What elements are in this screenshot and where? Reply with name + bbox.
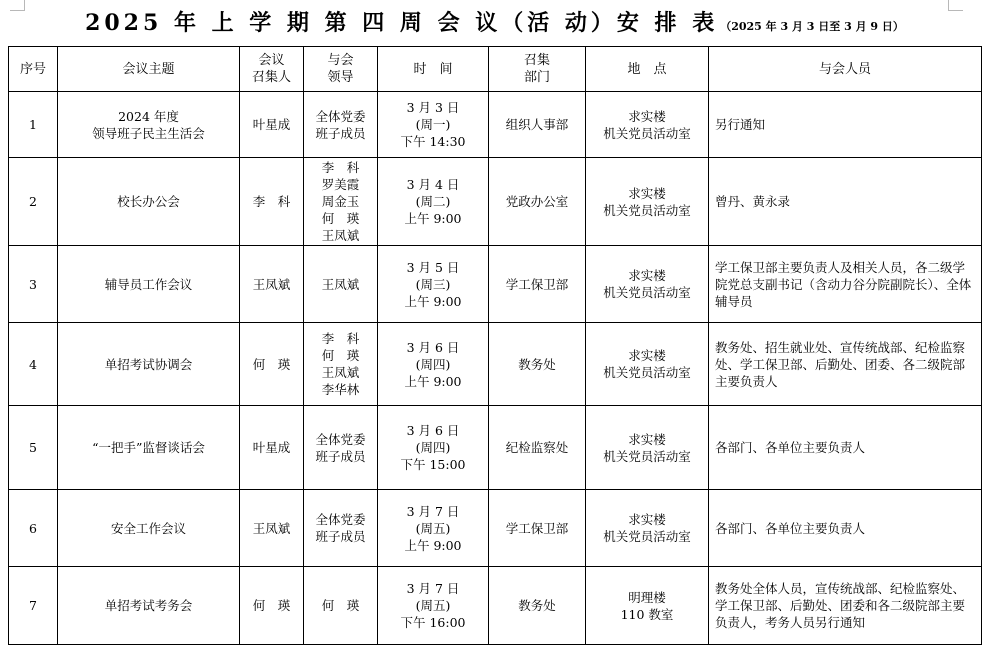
cell-attendees: 教务处全体人员，宣传统战部、纪检监察处、学工保卫部、后勤处、团委和各二级院部主要负责人，考务人员另行通知 (709, 567, 982, 645)
cell-seq: 4 (9, 323, 58, 406)
cell-dept: 教务处 (489, 323, 586, 406)
cell-time: 3 月 7 日 (周五) 上午 9:00 (378, 490, 489, 567)
cell-location: 求实楼 机关党员活动室 (586, 406, 709, 490)
cell-attendees: 各部门、各单位主要负责人 (709, 406, 982, 490)
cell-attendees: 各部门、各单位主要负责人 (709, 490, 982, 567)
cell-leader: 全体党委 班子成员 (304, 92, 378, 158)
cell-attendees: 教务处、招生就业处、宣传统战部、纪检监察处、学工保卫部、后勤处、团委、各二级院部主要负责人 (709, 323, 982, 406)
cell-topic: 单招考试考务会 (58, 567, 240, 645)
cell-leader: 全体党委 班子成员 (304, 406, 378, 490)
cell-topic: 安全工作会议 (58, 490, 240, 567)
meeting-schedule-table (8, 46, 982, 645)
cell-topic: 校长办公会 (58, 158, 240, 246)
cell-seq: 3 (9, 246, 58, 323)
table-row (9, 567, 982, 645)
header-leader: 与会 领导 (304, 47, 378, 92)
table-row (9, 323, 982, 406)
header-convener: 会议 召集人 (240, 47, 304, 92)
cell-time: 3 月 7 日 (周五) 下午 16:00 (378, 567, 489, 645)
table-header-row (9, 47, 982, 92)
cell-dept: 纪检监察处 (489, 406, 586, 490)
cell-convener: 何 瑛 (240, 567, 304, 645)
table-row (9, 406, 982, 490)
cell-time: 3 月 6 日 (周四) 上午 9:00 (378, 323, 489, 406)
cell-convener: 王凤斌 (240, 246, 304, 323)
cell-location: 求实楼 机关党员活动室 (586, 158, 709, 246)
cell-leader: 王凤斌 (304, 246, 378, 323)
cell-leader: 李 科 罗美霞 周金玉 何 瑛 王凤斌 (304, 158, 378, 246)
cell-location: 求实楼 机关党员活动室 (586, 246, 709, 323)
cell-topic: 辅导员工作会议 (58, 246, 240, 323)
header-seq: 序号 (9, 47, 58, 92)
cell-time: 3 月 3 日 (周一) 下午 14:30 (378, 92, 489, 158)
cell-seq: 6 (9, 490, 58, 567)
cell-convener: 叶星成 (240, 406, 304, 490)
header-location: 地 点 (586, 47, 709, 92)
header-topic: 会议主题 (58, 47, 240, 92)
header-attendees: 与会人员 (709, 47, 982, 92)
table-row (9, 490, 982, 567)
cell-seq: 2 (9, 158, 58, 246)
cell-topic: 2024 年度 领导班子民主生活会 (58, 92, 240, 158)
cell-attendees: 学工保卫部主要负责人及相关人员，各二级学院党总支副书记（含动力谷分院副院长）、全体辅导员 (709, 246, 982, 323)
cell-time: 3 月 6 日 (周四) 下午 15:00 (378, 406, 489, 490)
table-row (9, 158, 982, 246)
cell-leader: 何 瑛 (304, 567, 378, 645)
cell-dept: 学工保卫部 (489, 490, 586, 567)
cell-dept: 党政办公室 (489, 158, 586, 246)
cell-seq: 5 (9, 406, 58, 490)
cell-time: 3 月 5 日 (周三) 上午 9:00 (378, 246, 489, 323)
cell-time: 3 月 4 日 (周二) 上午 9:00 (378, 158, 489, 246)
header-dept: 召集 部门 (489, 47, 586, 92)
page-title (0, 6, 989, 42)
cell-convener: 王凤斌 (240, 490, 304, 567)
cell-dept: 教务处 (489, 567, 586, 645)
cell-topic: “一把手”监督谈话会 (58, 406, 240, 490)
cell-location: 明理楼 110 教室 (586, 567, 709, 645)
header-time: 时 间 (378, 47, 489, 92)
cell-location: 求实楼 机关党员活动室 (586, 92, 709, 158)
table-row (9, 246, 982, 323)
cell-convener: 何 瑛 (240, 323, 304, 406)
table-row (9, 92, 982, 158)
cell-seq: 1 (9, 92, 58, 158)
cell-attendees: 曾丹、黄永录 (709, 158, 982, 246)
cell-location: 求实楼 机关党员活动室 (586, 323, 709, 406)
cell-attendees: 另行通知 (709, 92, 982, 158)
cell-leader: 李 科 何 瑛 王凤斌 李华林 (304, 323, 378, 406)
cell-topic: 单招考试协调会 (58, 323, 240, 406)
title-main: 2025 年 上 学 期 第 四 周 会 议（活 动）安 排 表 (85, 10, 719, 36)
cell-dept: 学工保卫部 (489, 246, 586, 323)
cell-convener: 李 科 (240, 158, 304, 246)
cell-convener: 叶星成 (240, 92, 304, 158)
cell-seq: 7 (9, 567, 58, 645)
cell-dept: 组织人事部 (489, 92, 586, 158)
cell-location: 求实楼 机关党员活动室 (586, 490, 709, 567)
cell-leader: 全体党委 班子成员 (304, 490, 378, 567)
title-date-range: （2025 年 3 月 3 日至 3 月 9 日） (720, 20, 904, 33)
